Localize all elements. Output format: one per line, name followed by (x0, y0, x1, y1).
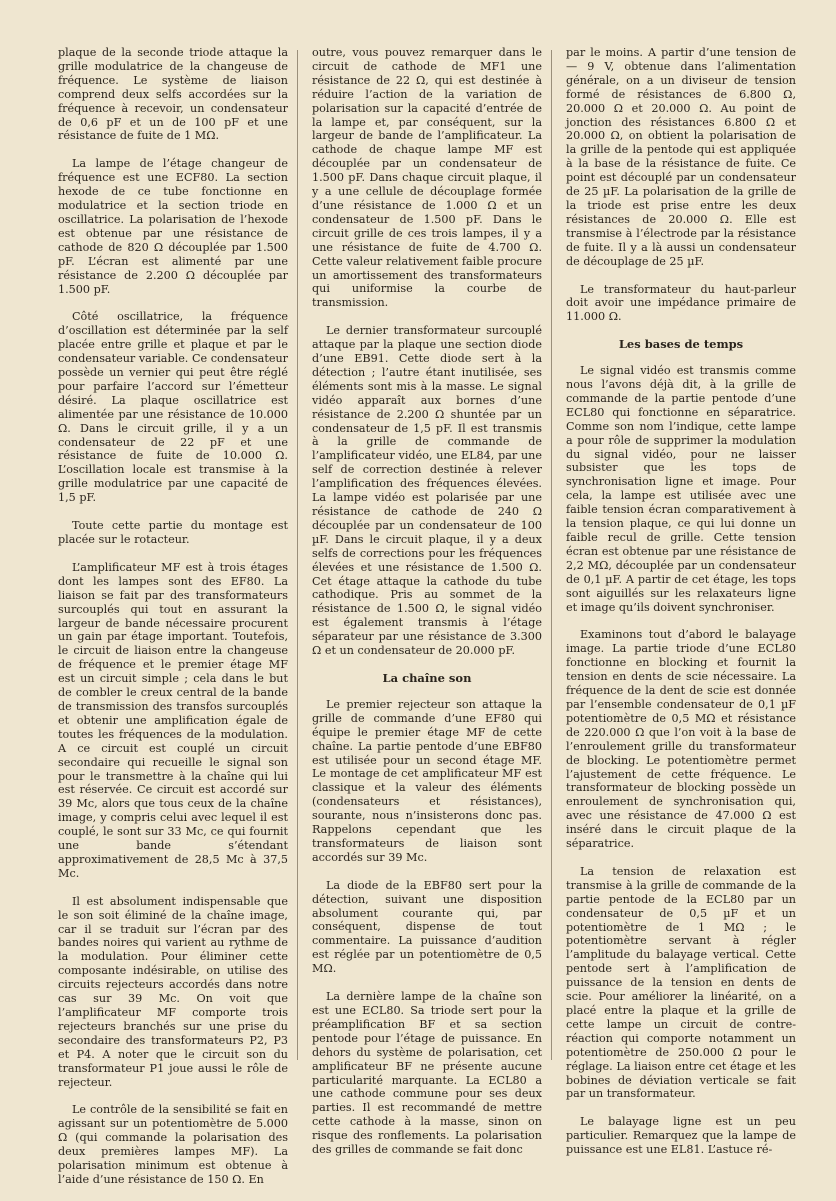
paragraph: Examinons tout d’abord le balayage image. La partie triode d’une ECL80 fonctionne en blocking et fournit la tension en dents de scie nécessaire. La fréquence de la dent de scie est donnée par l’ensemble condensateur de 0,1 µF potentiomètre de 0,5 MΩ et résistance de 220.000 Ω que l’on voit à la base de l’enroulement grille du transformateur de blocking. Le potentiomètre permet l’ajustement de cette fréquence. Le transformateur de blocking possède un enroulement de synchronisation qui, avec une résistance de 47.000 Ω est inséré dans le circuit plaque de la séparatrice. (566, 628, 796, 851)
paragraph: L’amplificateur MF est à trois étages dont les lampes sont des EF80. La liaison se fait par des transformateurs surcouplés qui tout en assurant la largeur de bande nécessaire procurent un gain par étage important. Toutefois, le circuit de liaison entre la changeuse de fréquence et le premier étage MF est un circuit simple ; cela dans le but de combler le creux central de la bande de transmission des transfos surcouplés et obtenir une amplification égale de toutes les fréquences de la modulation. A ce circuit est couplé un circuit secondaire qui recueille le signal son pour le transmettre à la chaîne qui lui est réservée. Ce circuit est accordé sur 39 Mc, alors que tous ceux de la chaîne image, y compris celui avec lequel il est couplé, le sont sur 33 Mc, ce qui fournit une bande s’étendant approximativement de 28,5 Mc à 37,5 Mc. (58, 560, 288, 880)
paragraph: La tension de relaxation est transmise à la grille de commande de la partie pentode de la ECL80 par un condensateur de 0,5 µF et un potentiomètre de 1 MΩ ; le potentiomètre servant à régler l’amplitude du balayage vertical. Cette pentode sert à l’amplification de puissance de la tension en dents de scie. Pour améliorer la linéarité, on a placé entre la plaque et la grille de cette lampe un circuit de contre-réaction qui comporte notamment un potentiomètre de 250.000 Ω pour le réglage. La liaison entre cet étage et les bobines de déviation verticale se fait par un transformateur. (566, 864, 796, 1101)
paragraph: outre, vous pouvez remarquer dans le circuit de cathode de MF1 une résistance de 22 Ω, qui est destinée à réduire l’action de la variation de polarisation sur la capacité d’entrée de la lampe et, par conséquent, sur la largeur de bande de l’amplificateur. La cathode de chaque lampe MF est découplée par un condensateur de 1.500 pF. Dans chaque circuit plaque, il y a une cellule de découplage formée d’une résistance de 1.000 Ω et un condensateur de 1.500 pF. Dans le circuit grille de ces trois lampes, il y a une résistance de fuite de 4.700 Ω. Cette valeur relativement faible procure un amortissement des transformateurs qui uniformise la courbe de transmission. (312, 46, 542, 310)
paragraph: Le dernier transformateur surcouplé attaque par la plaque une section diode d’une EB91. Cette diode sert à la détection ; l’autre étant inutilisée, ses éléments sont mis à la masse. Le signal vidéo apparaît aux bornes d’une résistance de 2.200 Ω shuntée par un condensateur de 1,5 pF. Il est transmis à la grille de commande de l’amplificateur vidéo, une EL84, par une self de correction destinée à relever l’amplification des fréquences élevées. La lampe vidéo est polarisée par une résistance de cathode de 240 Ω découplée par un condensateur de 100 µF. Dans le circuit plaque, il y a deux selfs de corrections pour les fréquences élevées et une résistance de 1.500 Ω. Cet étage attaque la cathode du tube cathodique. Pris au sommet de la résistance de 1.500 Ω, le signal vidéo est également transmis à l’étage séparateur par une résistance de 3.300 Ω et un condensateur de 20.000 pF. (312, 324, 542, 658)
paragraph: Le contrôle de la sensibilité se fait en agissant sur un potentiomètre de 5.000 Ω (qui commande la polarisation des deux premières lampes MF). La polarisation minimum est obtenue à l’aide d’une résistance de 150 Ω. En (58, 1103, 288, 1186)
paragraph: Le premier rejecteur son attaque la grille de commande d’une EF80 qui équipe le premier étage MF de cette chaîne. La partie pentode d’une EBF80 est utilisée pour un second étage MF. Le montage de cet amplificateur MF est classique et la valeur des éléments (condensateurs et résistances), sourante, nous n’insisterons donc pas. Rappelons cependant que les transformateurs de liaison sont accordés sur 39 Mc. (312, 697, 542, 864)
paragraph: Le balayage ligne est un peu particulier. Remarquez que la lampe de puissance est une EL81. L’astuce ré- (566, 1115, 796, 1157)
text-column-2 (312, 46, 542, 1171)
section-heading: Les bases de temps (618, 337, 744, 352)
column-divider (551, 50, 552, 1060)
paragraph: Le signal vidéo est transmis comme nous l’avons déjà dit, à la grille de commande de la partie pentode d’une ECL80 qui fonctionne en séparatrice. Comme son nom l’indique, cette lampe a pour rôle de supprimer la modulation du signal vidéo, pour ne laisser subsister que les tops de synchronisation ligne et image. Pour cela, la lampe est utilisée avec une faible tension écran comparativement à la tension plaque, ce qui lui donne un faible recul de grille. Cette tension écran est obtenue par une résistance de 2,2 MΩ, découplée par un condensateur de 0,1 µF. A partir de cet étage, les tops sont aiguillés sur les relaxateurs ligne et image qu’ils doivent synchroniser. (566, 364, 796, 614)
paragraph: par le moins. A partir d’une tension de — 9 V, obtenue dans l’alimentation générale, on a un diviseur de tension formé de résistances de 6.800 Ω, 20.000 Ω et 20.000 Ω. Au point de jonction des résistances 6.800 Ω et 20.000 Ω, on obtient la polarisation de la grille de la pentode qui est appliquée à la base de la résistance de fuite. Ce point est découplé par un condensateur de 25 µF. La polarisation de la grille de la triode est prise entre les deux résistances de 20.000 Ω. Elle est transmise à l’électrode par la résistance de fuite. Il y a là aussi un condensateur de découplage de 25 µF. (566, 46, 796, 268)
text-column-3 (566, 46, 796, 1171)
paragraph: Côté oscillatrice, la fréquence d’oscillation est déterminée par la self placée entre grille et plaque et par le condensateur variable. Ce condensateur possède un vernier qui peut être réglé pour parfaire l’accord sur l’émetteur désiré. La plaque oscillatrice est alimentée par une résistance de 10.000 Ω. Dans le circuit grille, il y a un condensateur de 22 pF et une résistance de fuite de 10.000 Ω. L’oscillation locale est transmise à la grille modulatrice par une capacité de 1,5 pF. (58, 310, 288, 505)
paragraph: Toute cette partie du montage est placée sur le rotacteur. (58, 519, 288, 546)
column-divider (297, 50, 298, 1060)
section-heading: La chaîne son (382, 670, 472, 685)
paragraph: La diode de la EBF80 sert pour la détection, suivant une disposition absolument courante qui, par conséquent, dispense de tout commentaire. La puissance d’audition est réglée par un potentiomètre de 0,5 MΩ. (312, 878, 542, 976)
text-column-1 (58, 46, 288, 1201)
paragraph: Le transformateur du haut-parleur doit avoir une impédance primaire de 11.000 Ω. (566, 282, 796, 324)
paragraph: La dernière lampe de la chaîne son est une ECL80. Sa triode sert pour la préamplification BF et sa section pentode pour l’étage de puissance. En dehors du système de polarisation, cet amplificateur BF ne présente aucune particularité marquante. La ECL80 a une cathode commune pour ses deux parties. Il est recommandé de mettre cette cathode à la masse, sinon on risque des ronflements. La polarisation des grilles de commande se fait donc (312, 990, 542, 1157)
paragraph: La lampe de l’étage changeur de fréquence est une ECF80. La section hexode de ce tube fonctionne en modulatrice et la section triode en oscillatrice. La polarisation de l’hexode est obtenue par une résistance de cathode de 820 Ω découplée par 1.500 pF. L’écran est alimenté par une résistance de 2.200 Ω découplée par 1.500 pF. (58, 157, 288, 296)
paragraph: Il est absolument indispensable que le son soit éliminé de la chaîne image, car il se traduit sur l’écran par des bandes noires qui varient au rythme de la modulation. Pour éliminer cette composante indésirable, on utilise des circuits rejecteurs accordés dans notre cas sur 39 Mc. On voit que l’amplificateur MF comporte trois rejecteurs branchés sur une prise du secondaire des transformateurs P2, P3 et P4. A noter que le circuit son du transformateur P1 joue aussi le rôle de rejecteur. (58, 894, 288, 1089)
paragraph: plaque de la seconde triode attaque la grille modulatrice de la changeuse de fréquence. Le système de liaison comprend deux selfs accordées sur la fréquence à recevoir, un condensateur de 0,6 pF et un de 100 pF et une résistance de fuite de 1 MΩ. (58, 46, 288, 143)
